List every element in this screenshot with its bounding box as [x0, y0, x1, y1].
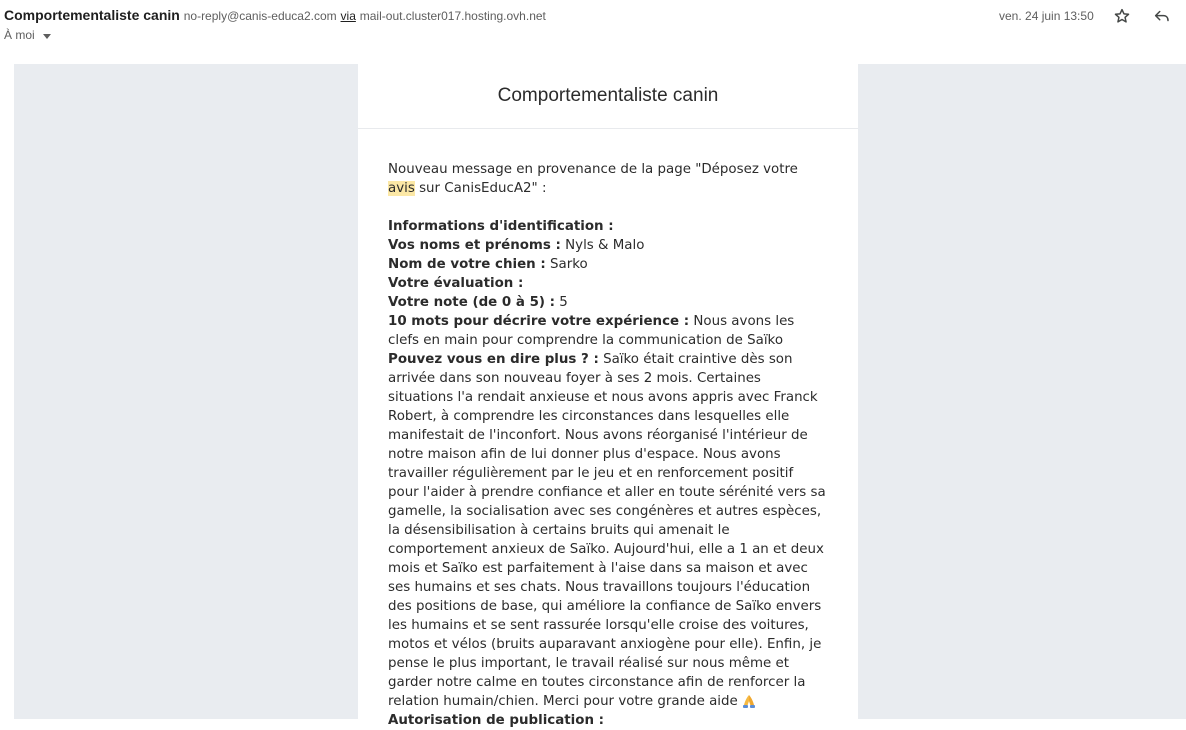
- star-icon: [1113, 7, 1131, 25]
- chevron-down-icon: [43, 34, 51, 39]
- publication-label: Autorisation de publication :: [388, 713, 605, 728]
- dog-value: Sarko: [545, 257, 588, 272]
- recipient-label: À moi: [4, 28, 35, 42]
- names-value: Nyls & Malo: [560, 238, 645, 253]
- sender-name[interactable]: Comportementaliste canin: [4, 7, 180, 23]
- email-header: [0, 0, 1186, 64]
- reply-icon: [1153, 7, 1171, 25]
- card-title: Comportementaliste canin: [358, 64, 858, 129]
- more-label: Pouvez vous en dire plus ? :: [388, 352, 599, 367]
- section-identification: Informations d'identification :: [388, 219, 614, 234]
- card-body: [358, 129, 858, 730]
- tenwords-label: 10 mots pour décrire votre expérience :: [388, 314, 690, 329]
- folded-hands-icon: [740, 693, 758, 709]
- intro-text: [388, 160, 828, 198]
- section-evaluation: Votre évaluation :: [388, 276, 524, 291]
- via-link[interactable]: via: [340, 9, 356, 23]
- rating-label: Votre note (de 0 à 5) :: [388, 295, 556, 310]
- email-date: ven. 24 juin 13:50: [999, 9, 1094, 23]
- sender-email: no-reply@canis-educa2.com: [183, 9, 337, 23]
- message-card: [358, 64, 858, 728]
- highlighted-word: avis: [388, 181, 415, 196]
- sender-line: [4, 7, 546, 23]
- intro-part1: Nouveau message en provenance de la page "Déposez votre: [388, 162, 798, 177]
- reply-button[interactable]: [1150, 4, 1174, 28]
- recipient-dropdown[interactable]: [4, 28, 51, 42]
- star-button[interactable]: [1110, 4, 1134, 28]
- rating-value: 5: [555, 295, 568, 310]
- more-value: Saïko était craintive dès son arrivée dans son nouveau foyer à ses 2 mois. Certaines situations l'a rendait anxieuse et nous avons appris avec Franck Robert, à comprendre les circonstances dans lesquelles elle manifestait de l'inconfort. Nous avons réorganisé l'intérieur de notre maison afin de lui donner plus d'espace. Nous avons travailler régulièrement par le jeu et en renforcement positif pour l'aider à prendre confiance et aller en toute sérénité vers sa gamelle, la socialisation avec ses congénères et autres espèces, la désensibilisation à certains bruits qui amenait le comportement anxieux de Saïko. Aujourd'hui, elle a 1 an et deux mois et Saïko est parfaitement à l'aise dans sa maison et avec ses humains et ses chats. Nous travaillons toujours l'éducation des positions de base, qui améliore la confiance de Saïko envers les humains et se sent rassurée lorsqu'elle croise des voitures, motos et vélos (bruits auparavant anxiogène pour elle). Enfin, je pense le plus important, le travail réalisé sur nous même et garder notre calme en toutes circonstance afin de renforcer la relation humain/chien. Merci pour votre grande aide: [388, 352, 826, 709]
- intro-part2: sur CanisEducA2" :: [414, 181, 547, 196]
- names-label: Vos noms et prénoms :: [388, 238, 561, 253]
- via-host: mail-out.cluster017.hosting.ovh.net: [359, 9, 546, 23]
- tenwords-value: Nous avons les clefs en main pour comprendre la communication de Saïko: [388, 314, 795, 348]
- dog-label: Nom de votre chien :: [388, 257, 546, 272]
